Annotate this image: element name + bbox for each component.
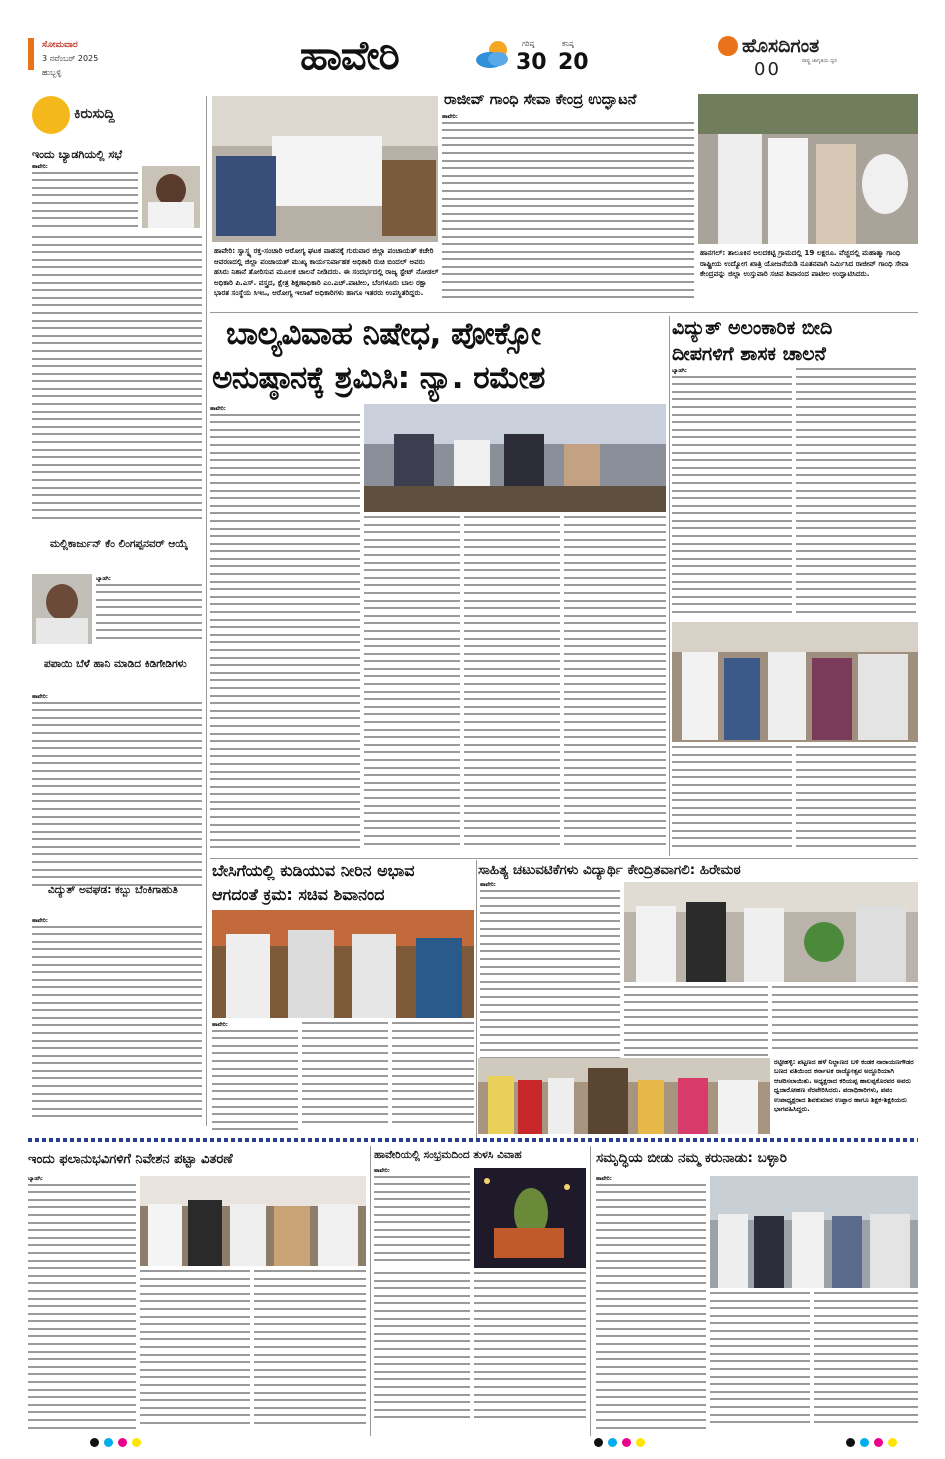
rajiv-byline: ಹಾವೇರಿ: [442, 114, 458, 120]
kiru-3-text [32, 694, 202, 898]
rajiv-head: ರಾಜೀವ್ ಗಾಂಧಿ ಸೇವಾ ಕೇಂದ್ರ ಉದ್ಘಾಟನೆ [444, 92, 637, 108]
balya-text-col2 [364, 516, 460, 852]
rattihalli-caption: ರಟ್ಟೀಹಳ್ಳಿ: ಪಟ್ಟಣದ ಹಳೆ ನಿಲ್ದಾಣದ ಬಳಿ ಕಂಡಕ ನಾರಾಯಣಗೌಡರ ಬಣದ ವತಿಯಿಂದ ಕರ್ನಾಟಕ ರಾಜ್ಯೋತ್ಸವ ಅದ್ದೂರಿಯಾಗಿ ಆಚರಿಸಲಾಯಿತು. ಅಧ್ಯಕ್ಷರಾದ ಕರಿಯಪ್ಪ ಹಾಲಪ್ಪಕೊರವರ ಅವರು ಧ್ವಜಾರೋಹಣ ನೆರವೇರಿಸಿದರು. ಪದಾಧಿಕಾರಿಗಳು, ಪಪಂ ಉಪಾಧ್ಯಕ್ಷರಾದ ಶಿವಕುಮಾರ ಉಪ್ಪಾರ ಹಾಗೂ ಶಿಕ್ಷಕ-ಶಿಕ್ಷಕಿಯರು ಭಾಗವಹಿಸಿದ್ದರು. [774, 1058, 914, 1114]
tulasi-text-col1 [374, 1168, 470, 1268]
section-rule-2 [210, 858, 918, 859]
rajiv-photo-left [212, 96, 438, 242]
vidyut-byline: ಬ್ಯಾಡಗಿ: [672, 368, 687, 374]
kiru-2-text [96, 576, 202, 644]
temp-min: 20 [558, 50, 589, 75]
kiru-4-text [32, 918, 202, 1124]
balya-text-col1 [210, 406, 360, 854]
vidyut-text-col3 [672, 746, 792, 854]
besige-head-1: ಬೇಸಿಗೆಯಲ್ಲಿ ಕುಡಿಯುವ ನೀರಿನ ಅಭಾವ [212, 861, 415, 880]
kiru-2-photo [32, 574, 92, 644]
temp-min-label: ಕನಿಷ್ಠ [562, 40, 574, 48]
balya-head-2: ಅನುಷ್ಠಾನಕ್ಕೆ ಶ್ರಮಿಸಿ: ನ್ಯಾ. ರಮೇಶ [212, 360, 545, 396]
rajiv-photo-right-caption: ಹಾನಗಲ್: ತಾಲೂಕಿನ ಅಲದಕಟ್ಟಿ ಗ್ರಾಮದಲ್ಲಿ 19 ಲಕ್ಷರೂ. ವೆಚ್ಚದಲ್ಲಿ ಮಹಾತ್ಮಾ ಗಾಂಧಿ ರಾಷ್ಟ್ರೀಯ ಉದ್ಯೋಗ ಖಾತ್ರಿ ಯೋಜನೆಯಡಿ ನೂತನವಾಗಿ ನಿರ್ಮಿಸಿದ ರಾಜೀವ್ ಗಾಂಧಿ ಸೇವಾ ಕೇಂದ್ರವನ್ನು ಜಿಲ್ಲಾ ಉಸ್ತುವಾರಿ ಸಚಿವ ಶಿವಾನಂದ ಪಾಟೀಲ ಉದ್ಘಾಟಿಸಿದರು. [700, 248, 909, 279]
kiru-1-byline: ಹಾವೇರಿ: [32, 164, 48, 170]
phala-tulasi-divider [370, 1146, 371, 1436]
kiru-1-photo [142, 166, 200, 228]
brand-tagline: ರಾಷ್ಟ್ರ ಜಾಗೃತಿಯ ಧ್ವನಿ [802, 58, 838, 64]
kiru-2-head: ಮಲ್ಲಿಕಾರ್ಜುನ್ ಕೆಂ ಲಿಂಗಪ್ಪನವರ್ ಆಯ್ಕೆ [50, 538, 188, 550]
vidyut-head-2: ದೀಪಗಳಿಗೆ ಶಾಸಕ ಚಾಲನೆ [672, 343, 826, 365]
balya-byline: ಹಾವೇರಿ: [210, 406, 226, 412]
temp-max: 30 [516, 50, 547, 75]
kiru-1-text [32, 164, 138, 234]
masthead-place: ಹುಬ್ಬಳ್ಳಿ [42, 68, 62, 77]
kiru-1-head: ಇಂದು ಬ್ಯಾಡಗಿಯಲ್ಲಿ ಸಭೆ [32, 148, 123, 161]
vidyut-text-col1 [672, 368, 792, 618]
brand-logo-icon [718, 36, 738, 56]
kiru-1-text-cont [32, 236, 202, 532]
temp-max-label: ಗರಿಷ್ಠ [522, 40, 535, 48]
registration-marks-center [594, 1438, 654, 1448]
besige-head-2: ಆಗದಂತೆ ಕ್ರಮ: ಸಚಿವ ಶಿವಾನಂದ [212, 885, 385, 904]
registration-marks-right [846, 1438, 906, 1448]
phala-head: ಇಂದು ಫಲಾನುಭವಿಗಳಿಗೆ ನಿವೇಶನ ಪಟ್ಟಾ ವಿತರಣೆ [28, 1152, 233, 1167]
sahitya-text-col4 [772, 986, 918, 1058]
left-column-divider [206, 96, 207, 1126]
sahitya-byline: ಹಾವೇರಿ: [480, 882, 496, 888]
samruddhi-text-col3 [814, 1292, 918, 1430]
tulasi-photo [474, 1168, 586, 1268]
samruddhi-head: ಸಮೃದ್ಧಿಯ ಬೀಡು ನಮ್ಮ ಕರುನಾಡು: ಬಳ್ಳಾರಿ [596, 1150, 787, 1166]
tulasi-text-col3 [474, 1272, 586, 1430]
kiru-3-byline: ಹಾವೇರಿ: [32, 694, 48, 700]
phala-byline: ಬ್ಯಾಡಗಿ: [28, 1176, 43, 1182]
besige-text-col1 [212, 1022, 298, 1132]
besige-byline: ಹಾವೇರಿ: [212, 1022, 228, 1028]
rajiv-photo-right [698, 94, 918, 244]
phala-text-col3 [254, 1270, 366, 1430]
hand-icon [32, 96, 70, 134]
balya-text-col4 [564, 516, 666, 852]
masthead-date: 3 ನವೆಂಬರ್ 2025 [42, 54, 99, 63]
date-block [28, 38, 148, 82]
brand-name: ಹೊಸದಿಗಂತ [742, 35, 820, 57]
tulasi-samruddhi-divider [590, 1146, 591, 1436]
samruddhi-photo [710, 1176, 918, 1288]
besige-text-col2 [302, 1022, 388, 1132]
rajiv-photo-left-caption: ಹಾವೇರಿ: ಸ್ವಾಸ್ಥ್ಯ ರಕ್ತ-ಸಂಚಾರಿ ಆರೋಗ್ಯ ಘಟಕ ವಾಹನಕ್ಕೆ ಗುರುವಾರ ಜಿಲ್ಲಾ ಪಂಚಾಯತ್ ಕಚೇರಿ ಆವರಣದಲ್ಲಿ ಜಿಲ್ಲಾ ಪಂಚಾಯತ್ ಮುಖ್ಯ ಕಾರ್ಯನಿರ್ವಾಹಕ ಅಧಿಕಾರಿ ರುಚಿ ಬಿಂದಲ್ ಅವರು ಹಸಿರು ನಿಶಾನೆ ತೋರಿಸುವ ಮೂಲಕ ಚಾಲನೆ ನೀಡಿದರು. ಈ ಸಂದರ್ಭದಲ್ಲಿ ರಾಜ್ಯ ಸ್ಟೇಟ್ ನೋಡಲ್ ಅಧಿಕಾರಿ ಪಿ.ಎಸ್. ವಸ್ತ್ರದ, ಕ್ಷೇತ್ರ ಶಿಕ್ಷಣಾಧಿಕಾರಿ ಎಂ.ಎಚ್.ಪಾಟೀಲ, ಬೆಂಗಳೂರು ಬಾಲ ರಕ್ಷಾ ಭಾರತ ಸಂಸ್ಥೆಯ ಸಿಇಒ, ಆರೋಗ್ಯ ಇಲಾಖೆ ಅಧಿಕಾರಿಗಳು ಹಾಗೂ ಇತರರು ಉಪಸ್ಥಿತರಿದ್ದರು. [214, 246, 439, 298]
section-rule-1 [210, 312, 918, 313]
vidyut-text-col2 [796, 368, 916, 618]
kiru-4-head: ವಿದ್ಯುತ್ ಅವಘಡ: ಕಬ್ಬು ಬೆಂಕಿಗಾಹುತಿ [48, 884, 178, 896]
vidyut-head-1: ವಿದ್ಯುತ್ ಅಲಂಕಾರಿಕ ಬೀದಿ [672, 317, 833, 339]
samruddhi-byline: ಹಾವೇರಿ: [596, 1176, 612, 1182]
rajiv-text [442, 114, 694, 306]
page-number: 00 [754, 59, 781, 80]
tulasi-head: ಹಾವೇರಿಯಲ್ಲಿ ಸಂಭ್ರಮದಿಂದ ತುಳಸಿ ವಿವಾಹ [374, 1149, 522, 1161]
vidyut-photo [672, 622, 918, 742]
samruddhi-text-col2 [710, 1292, 810, 1430]
rattihalli-photo [478, 1058, 770, 1134]
tulasi-byline: ಹಾವೇರಿ: [374, 1168, 390, 1174]
besige-photo [212, 910, 474, 1018]
balya-photo [364, 404, 666, 512]
sahitya-text-col1 [480, 882, 620, 1032]
bottom-strip-rule [28, 1138, 918, 1142]
sahitya-head: ಸಾಹಿತ್ಯ ಚಟುವಟಿಕೆಗಳು ವಿದ್ಯಾರ್ಥಿ ಕೇಂದ್ರಿತವಾಗಲಿ: ಹಿರೇಮಠ [478, 862, 741, 878]
masthead-city: ಹಾವೇರಿ [300, 33, 399, 79]
balya-head-1: ಬಾಲ್ಯವಿವಾಹ ನಿಷೇಧ, ಪೋಕ್ಸೋ [226, 316, 541, 352]
kiru-4-byline: ಹಾವೇರಿ: [32, 918, 48, 924]
kirusuddi-badge [32, 96, 142, 136]
kirusuddi-label: ಕಿರುಸುದ್ದಿ [74, 106, 115, 122]
vidyut-text-col4 [796, 746, 916, 854]
balya-text-col3 [464, 516, 560, 852]
sahitya-photo [624, 882, 918, 982]
weather-icon [474, 38, 514, 72]
balya-vidyut-divider [669, 316, 670, 856]
brand-box [712, 32, 914, 80]
phala-text-col1 [28, 1176, 136, 1430]
besige-text-col3 [392, 1022, 474, 1132]
phala-photo [140, 1176, 366, 1266]
phala-text-col2 [140, 1270, 250, 1430]
kiru-2-byline: ಬ್ಯಾಡಗಿ: [96, 576, 111, 582]
besige-sahitya-divider [476, 860, 477, 1138]
masthead-day: ಸೋಮವಾರ [42, 40, 78, 50]
kirusuddi-column [26, 90, 204, 1130]
samruddhi-text-col1 [596, 1176, 706, 1430]
masthead [0, 0, 945, 86]
registration-marks-left [90, 1438, 150, 1448]
tulasi-text-col2 [374, 1272, 470, 1430]
kiru-3-head: ಪಪಾಯಿ ಬೆಳೆ ಹಾನಿ ಮಾಡಿದ ಕಿಡಿಗೇಡಿಗಳು [44, 658, 187, 670]
